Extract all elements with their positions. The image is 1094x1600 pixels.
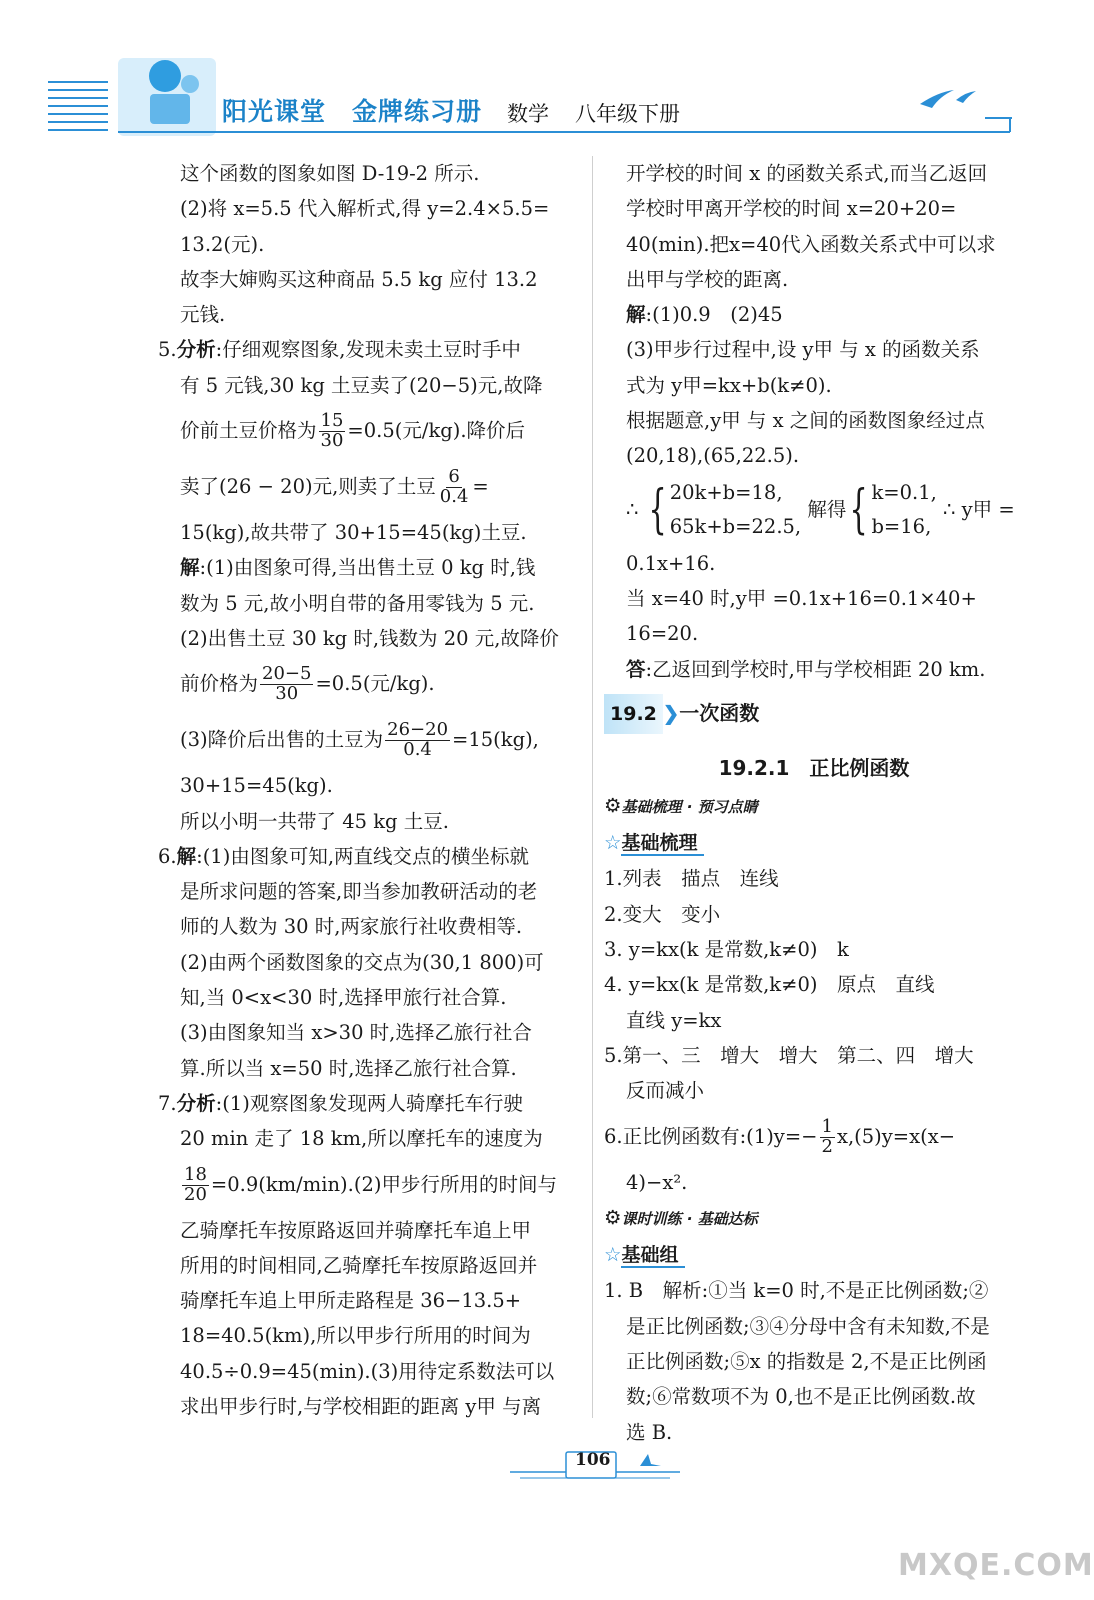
text-line: 13.2(元).	[180, 232, 265, 256]
q5-solution: 解:(1)由图象可得,当出售土豆 0 kg 时,钱	[180, 556, 536, 580]
answer-line: 5.第一、三 增大 增大 第二、四 增大	[604, 1043, 974, 1067]
watermark: MXQE.COM	[898, 1548, 1094, 1583]
text-line: (2)由两个函数图象的交点为(30,1 800)可	[180, 950, 544, 974]
text-line: 算.所以当 x=50 时,选择乙旅行社合算.	[180, 1056, 517, 1080]
header-stripes-icon	[48, 82, 108, 130]
text-line: 卖了(26 − 20)元,则卖了土豆 $\frac{6}{0.4}$ =	[180, 466, 489, 508]
text-line: 有 5 元钱,30 kg 土豆卖了(20−5)元,故降	[180, 373, 543, 397]
right-column	[604, 156, 1024, 1450]
text-line: (3)降价后出售的土豆为 $\frac{26-20}{0.4}$ =15(kg),	[180, 719, 539, 761]
answer-line: 6.正比例函数有:(1)y=− $\frac{1}{2}$ x,(5)y=x(x−	[604, 1115, 956, 1157]
text-line: 这个函数的图象如图 D-19-2 所示.	[180, 162, 480, 185]
fraction: $\frac{1}{2}$	[821, 1115, 833, 1157]
left-column	[158, 156, 582, 1424]
section-heading: 19.2 ❯一次函数	[604, 693, 1024, 734]
answer-line: 正比例函数;⑤x 的指数是 2,不是正比例函	[626, 1350, 987, 1374]
q7-solution: 解:(1)0.9 (2)45	[626, 303, 783, 327]
answer-line: 数;⑥常数项不为 0,也不是正比例函数.故	[626, 1385, 976, 1409]
subject: 数学	[507, 102, 549, 126]
text-line: 15(kg),故共带了 30+15=45(kg)土豆.	[180, 521, 527, 545]
text-line: 前价格为 $\frac{20-5}{30}$ =0.5(元/kg).	[180, 663, 435, 705]
brace-icon: {	[849, 480, 868, 541]
fraction: $\frac{20-5}{30}$	[262, 663, 312, 705]
text-line: 开学校的时间 x 的函数关系式,而当乙返回	[626, 162, 988, 185]
text-line: (3)由图象知当 x>30 时,选择乙旅行社合	[180, 1021, 532, 1045]
subsection-title: 19.2.1 正比例函数	[718, 755, 910, 780]
q5-analysis: 5.分析:仔细观察图象,发现未卖土豆时手中	[158, 338, 521, 362]
answer-line: 1.列表 描点 连线	[604, 867, 779, 891]
subject-line	[507, 98, 706, 128]
star-icon: ☆	[604, 1243, 622, 1267]
equation-system: ∴ { 20k+b=18, 65k+b=22.5, 解得 { k=0.1, b=16, ∴ y甲 =	[604, 474, 1024, 546]
text-line: 所以小明一共带了 45 kg 土豆.	[180, 809, 449, 833]
text-line: 20 min 走了 18 km,所以摩托车的速度为	[180, 1127, 543, 1151]
star-heading: ☆基础梳理	[604, 825, 1024, 861]
text-line: 是所求问题的答案,即当参加教研活动的老	[180, 880, 538, 904]
header-decoration	[0, 0, 1094, 160]
series-name: 金牌练习册	[352, 97, 483, 126]
text-line: (2)出售土豆 30 kg 时,钱数为 20 元,故降价	[180, 626, 559, 650]
page-number: 106	[575, 1450, 611, 1470]
fraction: $\frac{6}{0.4}$	[439, 466, 469, 508]
text-line: (20,18),(65,22.5).	[626, 444, 800, 468]
section-bar: ⚙基础梳理 · 预习点睛	[604, 793, 758, 817]
text-line: 数为 5 元,故小明自带的备用零钱为 5 元.	[180, 591, 535, 615]
text-line: 40(min).把x=40代入函数关系式中可以求	[626, 232, 996, 256]
text-line: 式为 y甲=kx+b(k≠0).	[626, 373, 832, 397]
text-line: 40.5÷0.9=45(min).(3)用待定系数法可以	[180, 1359, 555, 1383]
star-heading: ☆基础组	[604, 1237, 1024, 1273]
answer-line: 3. y=kx(k 是常数,k≠0) k	[604, 938, 849, 962]
answer-line: 4. y=kx(k 是常数,k≠0) 原点 直线	[604, 973, 935, 997]
page-header	[0, 0, 1094, 160]
text-line: 所用的时间相同,乙骑摩托车按原路返回并	[180, 1253, 538, 1277]
answer-line: 反而减小	[626, 1079, 705, 1103]
answer-line: 是正比例函数;③④分母中含有未知数,不是	[626, 1314, 990, 1338]
birds-icon	[920, 90, 976, 108]
text-line: (3)甲步行过程中,设 y甲 与 x 的函数关系	[626, 338, 980, 362]
text-line: 师的人数为 30 时,两家旅行社收费相等.	[180, 915, 523, 939]
text-line: 0.1x+16.	[626, 551, 716, 575]
text-line: 根据题意,y甲 与 x 之间的函数图象经过点	[626, 409, 985, 433]
gear-icon: ⚙	[604, 1205, 622, 1229]
system-left: { 20k+b=18, 65k+b=22.5,	[648, 480, 802, 541]
text-line: 16=20.	[626, 622, 699, 646]
answer-line: 2.变大 变小	[604, 902, 721, 926]
fraction: $\frac{15}{30}$	[320, 410, 344, 452]
answer-line: 直线 y=kx	[626, 1008, 722, 1032]
text-line: 出甲与学校的距离.	[626, 267, 789, 291]
answer-line: 选 B.	[626, 1420, 673, 1444]
pinwheel-icon	[640, 1454, 661, 1466]
text-line: 学校时甲离开学校的时间 x=20+20=	[626, 197, 957, 221]
brand-title	[222, 92, 508, 128]
answer-line: 答:乙返回到学校时,甲与学校相距 20 km.	[626, 657, 986, 681]
chevron-right-icon: ❯	[662, 701, 680, 725]
brace-icon: {	[648, 480, 667, 541]
system-right: { k=0.1, b=16,	[849, 480, 937, 541]
answer-line: 4)−x².	[626, 1170, 688, 1194]
text-line: 乙骑摩托车按原路返回并骑摩托车追上甲	[180, 1218, 532, 1242]
text-line: 求出甲步行时,与学校相距的距离 y甲 与离	[180, 1395, 542, 1419]
q7-analysis: 7.分析:(1)观察图象发现两人骑摩托车行驶	[158, 1091, 523, 1115]
section-tag: 19.2	[604, 694, 663, 734]
text-line: 30+15=45(kg).	[180, 774, 333, 798]
fraction: $\frac{26-20}{0.4}$	[387, 719, 449, 761]
text-line: 价前土豆价格为 $\frac{15}{30}$ =0.5(元/kg).降价后	[180, 410, 526, 452]
text-line: (2)将 x=5.5 代入解析式,得 y=2.4×5.5=	[180, 197, 550, 221]
text-line: $\frac{18}{20}$ =0.9(km/min).(2)甲步行所用的时间与	[184, 1163, 557, 1205]
gear-icon: ⚙	[604, 793, 622, 817]
text-line: 知,当 0<x<30 时,选择甲旅行社合算.	[180, 986, 507, 1010]
mascot-icon	[118, 58, 216, 136]
footer-decoration	[0, 1432, 1094, 1512]
q6-solution: 6.解:(1)由图象可知,两直线交点的横坐标就	[158, 844, 530, 868]
section-bar: ⚙课时训练 · 基础达标	[604, 1205, 758, 1229]
text-line: 骑摩托车追上甲所走路程是 36−13.5+	[180, 1289, 522, 1313]
text-line: 当 x=40 时,y甲 =0.1x+16=0.1×40+	[626, 586, 977, 610]
brand-name: 阳光课堂	[222, 97, 327, 126]
column-divider	[592, 156, 593, 1418]
text-line: 故李大婶购买这种商品 5.5 kg 应付 13.2	[180, 267, 538, 291]
text-line: 元钱.	[180, 303, 226, 327]
grade: 八年级下册	[575, 102, 680, 126]
answer-line: 1. B 解析:①当 k=0 时,不是正比例函数;②	[604, 1279, 989, 1303]
star-icon: ☆	[604, 831, 622, 855]
fraction: $\frac{18}{20}$	[184, 1163, 207, 1205]
text-line: 18=40.5(km),所以甲步行所用的时间为	[180, 1324, 531, 1348]
